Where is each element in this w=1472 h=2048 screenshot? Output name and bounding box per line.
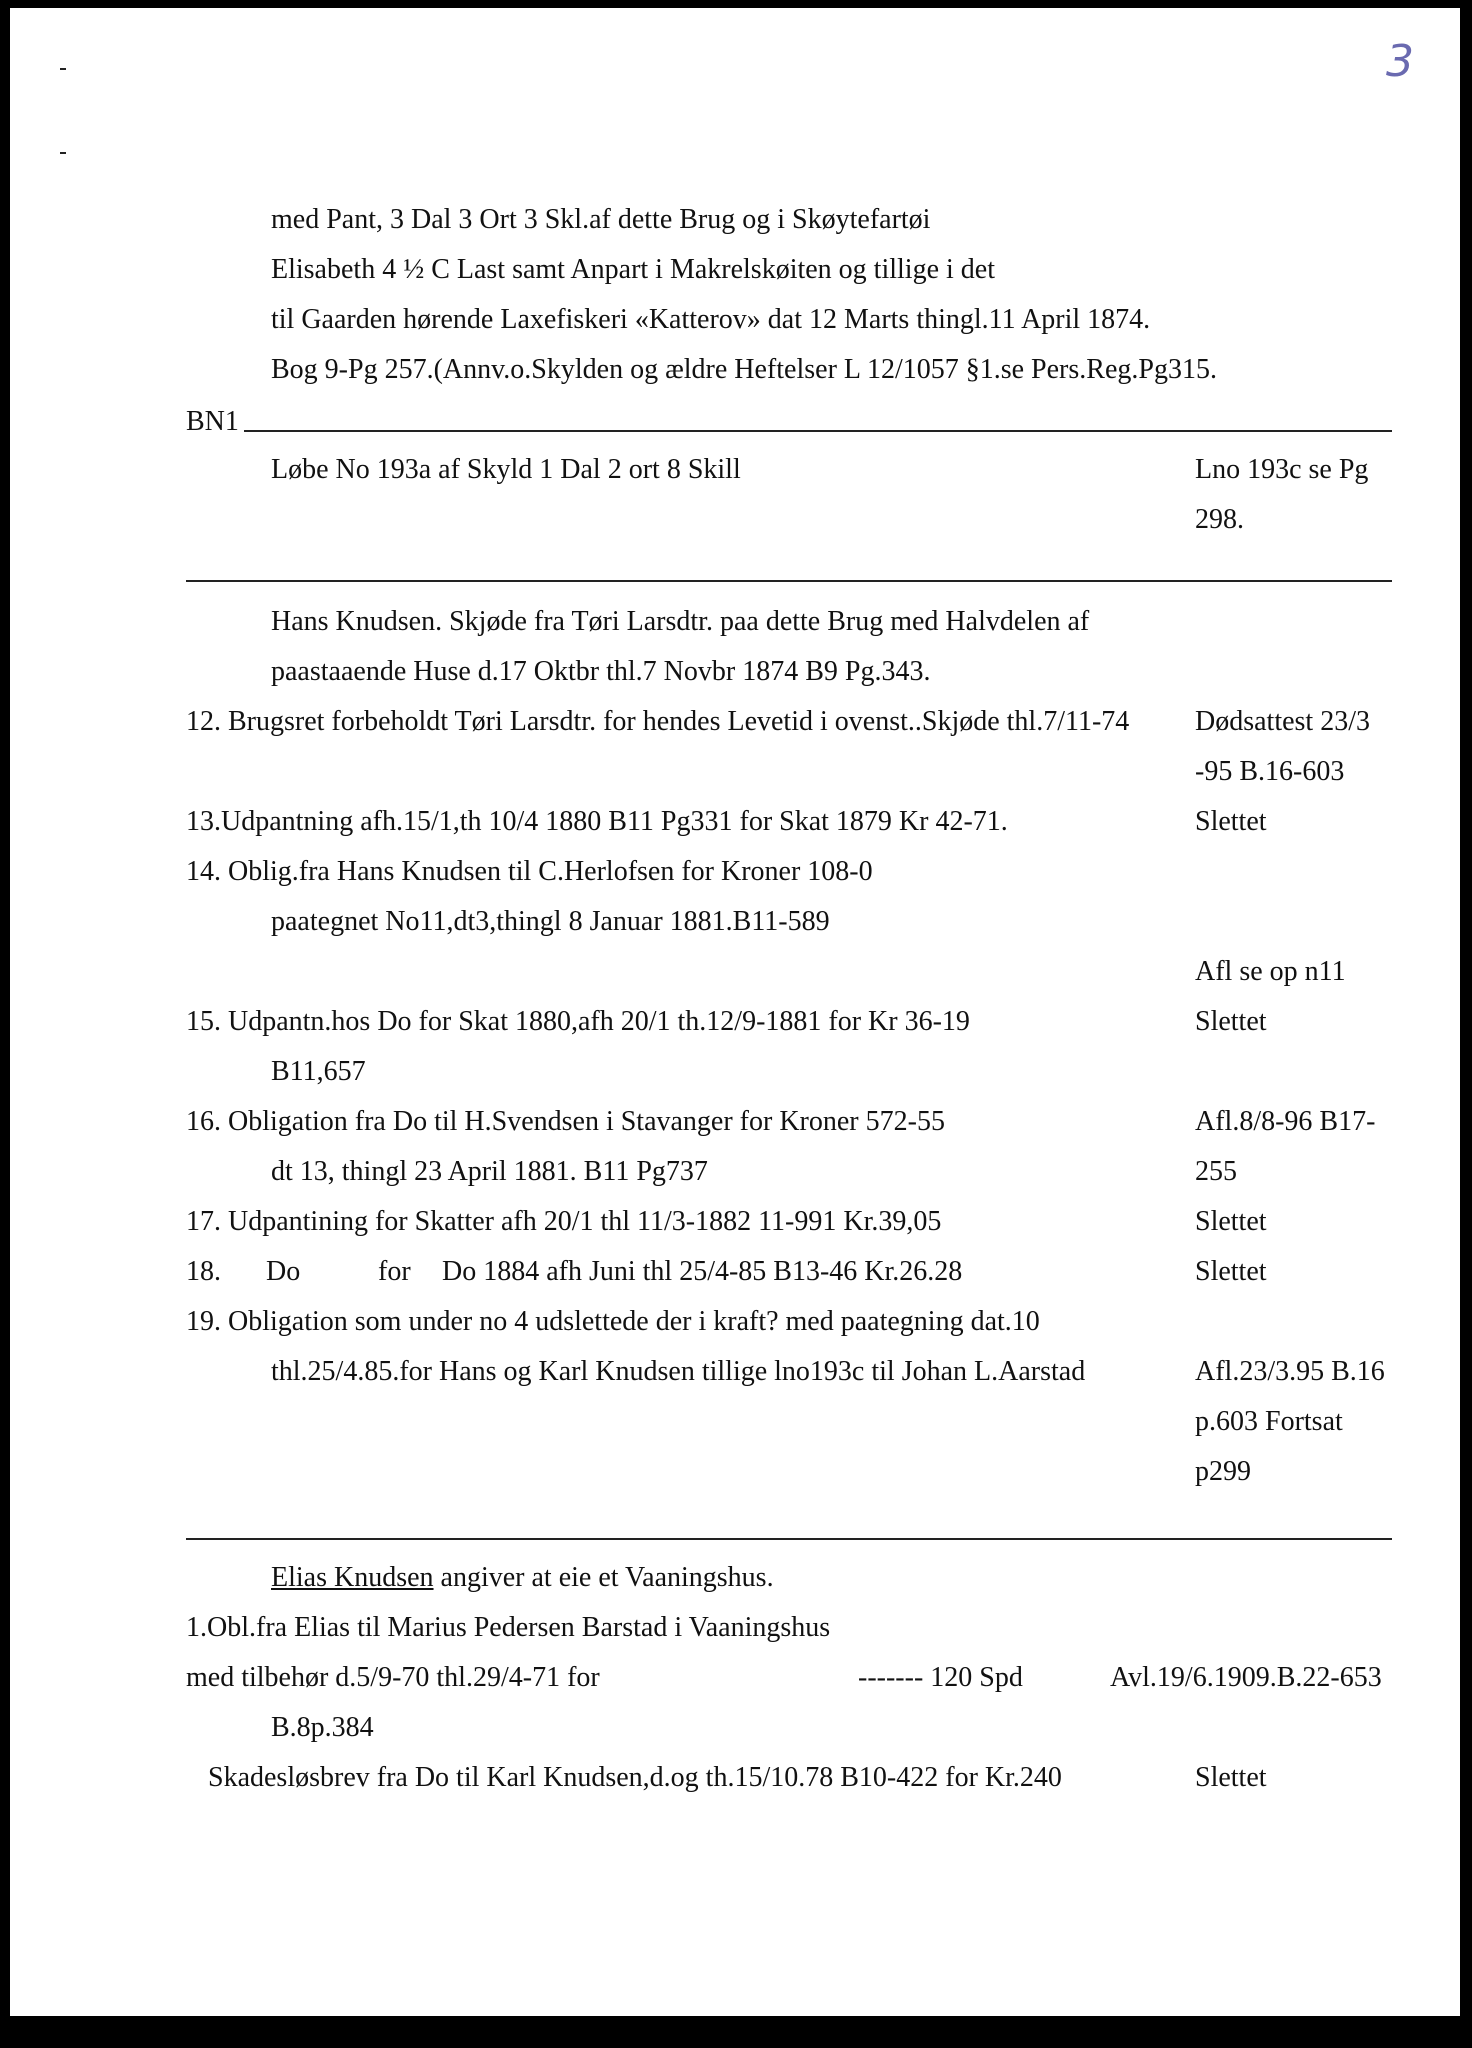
divider [186,1538,1392,1540]
entry-line: med tilbehør d.5/9-70 thl.29/4-71 for [186,1662,600,1693]
margin-note: 255 [1195,1156,1237,1187]
margin-note: Slettet [1195,1006,1267,1037]
entry-text: angiver at eie et Vaaningshus. [433,1562,774,1593]
margin-note: Slettet [1195,1256,1267,1287]
entry-line: 1.Obl.fra Elias til Marius Pedersen Barstad i Vaaningshus [186,1612,831,1643]
entry-line: med Pant, 3 Dal 3 Ort 3 Skl.af dette Brug og i Skøytefartøi [271,204,931,235]
entry-line: Løbe No 193a af Skyld 1 Dal 2 ort 8 Skill [271,454,741,485]
entry-line: B11,657 [271,1056,366,1087]
section-label: BN1 [186,406,239,437]
margin-note: Lno 193c se Pg [1195,454,1369,485]
entry-line: 17. Udpantining for Skatter afh 20/1 thl 11/3-1882 11-991 Kr.39,05 [186,1206,942,1237]
entry-line: 12. Brugsret forbeholdt Tøri Larsdtr. for hendes Levetid i ovenst..Skjøde thl.7/11-74 [186,706,1130,737]
entry-line: 13.Udpantning afh.15/1,th 10/4 1880 B11 Pg331 for Skat 1879 Kr 42-71. [186,806,1008,837]
margin-note: Slettet [1195,1762,1267,1793]
margin-note: Afl se op n11 [1195,956,1346,987]
divider [186,580,1392,582]
entry-line [271,1562,774,1594]
margin-note: 298. [1195,504,1244,535]
margin-mark [60,68,66,70]
margin-note: Avl.19/6.1909.B.22-653 [1110,1662,1382,1693]
entry-line: dt 13, thingl 23 April 1881. B11 Pg737 [271,1156,708,1187]
entry-amount: ------- 120 Spd [858,1662,1023,1693]
margin-note: -95 B.16-603 [1195,756,1345,787]
document-page [10,8,1460,2016]
entry-line: 16. Obligation fra Do til H.Svendsen i Stavanger for Kroner 572-55 [186,1106,945,1137]
divider [244,430,1392,432]
entry-line: til Gaarden hørende Laxefiskeri «Katterov» dat 12 Marts thingl.11 April 1874. [271,304,1151,335]
margin-note: Slettet [1195,1206,1267,1237]
margin-note: p.603 Fortsat [1195,1406,1343,1437]
entry-line: B.8p.384 [271,1712,374,1743]
page-number: 3 [1386,36,1414,87]
entry-line: for [378,1256,411,1287]
margin-note: p299 [1195,1456,1251,1487]
margin-note: Afl.23/3.95 B.16 [1195,1356,1385,1387]
margin-note: Slettet [1195,806,1267,837]
entry-line: Skadesløsbrev fra Do til Karl Knudsen,d.og th.15/10.78 B10-422 for Kr.240 [208,1762,1062,1793]
entry-line: 19. Obligation som under no 4 udslettede der i kraft? med paategning dat.10 [186,1306,1040,1337]
margin-note: Afl.8/8-96 B17- [1195,1106,1376,1137]
entry-line: Do 1884 afh Juni thl 25/4-85 B13-46 Kr.26.28 [442,1256,963,1287]
margin-mark [60,152,66,154]
owner-name: Elias Knudsen [271,1562,434,1593]
entry-line: Elisabeth 4 ½ C Last samt Anpart i Makrelskøiten og tillige i det [271,254,995,285]
margin-note: Dødsattest 23/3 [1195,706,1370,737]
entry-line: 14. Oblig.fra Hans Knudsen til C.Herlofsen for Kroner 108-0 [186,856,873,887]
entry-line: 18. [186,1256,221,1287]
entry-line: Do [266,1256,301,1287]
entry-line: thl.25/4.85.for Hans og Karl Knudsen tillige lno193c til Johan L.Aarstad [271,1356,1086,1387]
entry-line: paategnet No11,dt3,thingl 8 Januar 1881.B11-589 [271,906,830,937]
entry-line: Bog 9-Pg 257.(Annv.o.Skylden og ældre Heftelser L 12/1057 §1.se Pers.Reg.Pg315. [271,354,1217,385]
entry-line: 15. Udpantn.hos Do for Skat 1880,afh 20/1 th.12/9-1881 for Kr 36-19 [186,1006,970,1037]
entry-line: paastaaende Huse d.17 Oktbr thl.7 Novbr 1874 B9 Pg.343. [271,656,931,687]
entry-line: Hans Knudsen. Skjøde fra Tøri Larsdtr. paa dette Brug med Halvdelen af [271,606,1090,637]
